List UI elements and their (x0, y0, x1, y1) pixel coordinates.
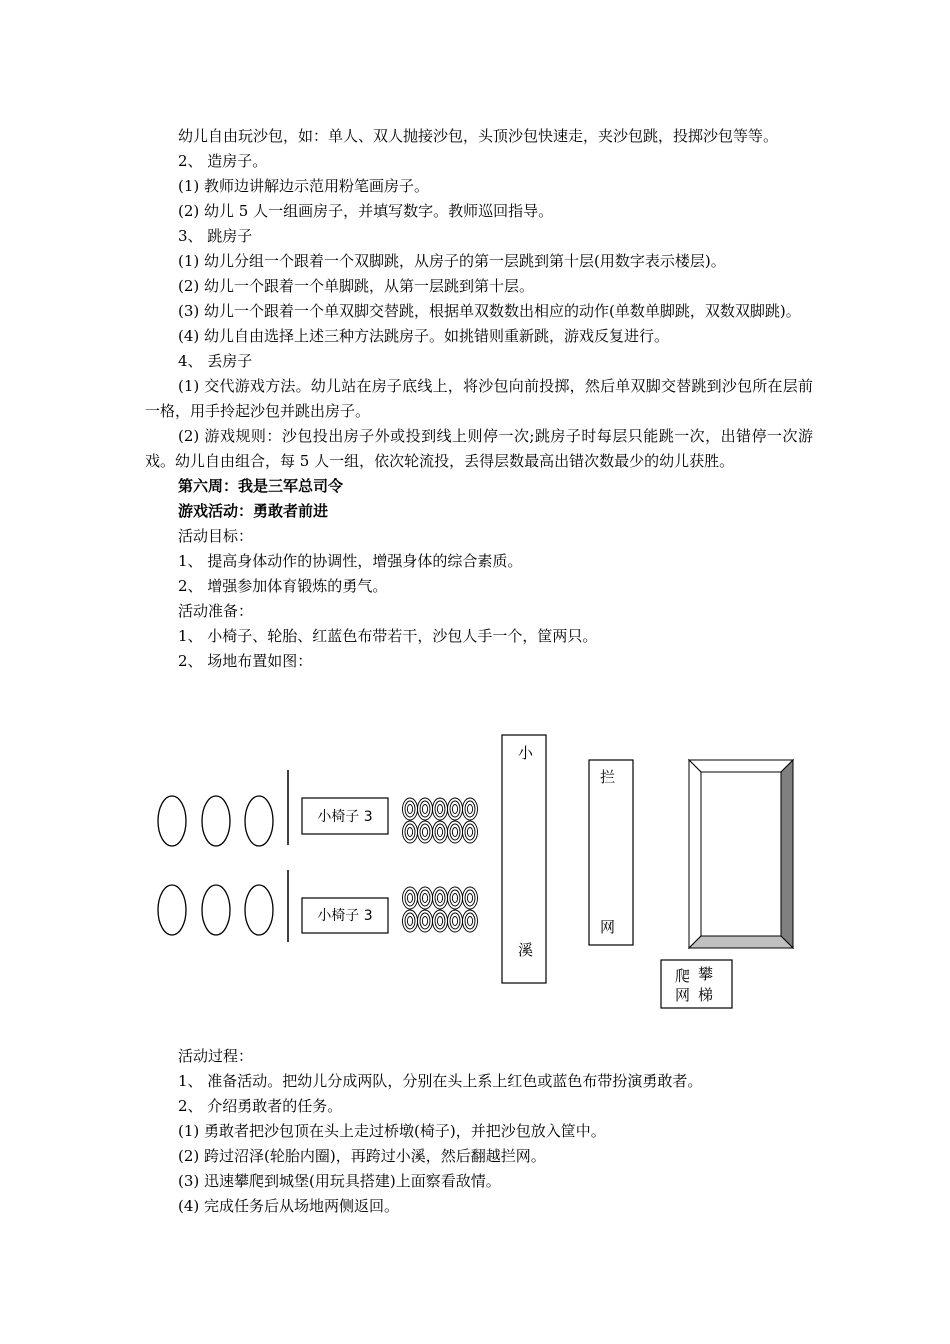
tire (463, 910, 478, 932)
hoop-row-2 (158, 885, 273, 935)
chair-box-2 (302, 898, 388, 933)
tire (418, 798, 433, 820)
tire (418, 887, 433, 909)
paragraph: (2) 幼儿一个跟着一个单脚跳，从第一层跳到第十层。 (178, 277, 535, 295)
paragraph: 2、 造房子。 (178, 152, 268, 170)
paragraph: 幼儿自由玩沙包，如：单人、双人抛接沙包，头顶沙包快速走，夹沙包跳，投掷沙包等等。 (178, 127, 779, 145)
stream-label-top: 小 (518, 744, 534, 762)
tire (433, 887, 448, 909)
tire (403, 887, 418, 909)
paragraph: 活动过程： (178, 1047, 254, 1065)
paragraph: 1、 提高身体动作的协调性，增强身体的综合素质。 (178, 552, 523, 570)
paragraph: (1) 幼儿分组一个跟着一个双脚跳，从房子的第一层跳到第十层(用数字表示楼层)。 (178, 252, 726, 270)
tire (418, 910, 433, 932)
top-text-block (145, 124, 813, 674)
climb-label: 攀 (698, 965, 714, 983)
tire (463, 887, 478, 909)
tire (448, 798, 463, 820)
bottom-text-block (145, 1044, 813, 1219)
tire (463, 821, 478, 843)
section-heading: 游戏活动：勇敢者前进 (178, 502, 329, 520)
tire (448, 887, 463, 909)
paragraph: (4) 完成任务后从场地两侧返回。 (178, 1197, 400, 1215)
tire (403, 798, 418, 820)
paragraph: 活动准备： (178, 602, 254, 620)
paragraph: (3) 幼儿一个跟着一个单双脚交替跳，根据单双数数出相应的动作(单数单脚跳，双数双脚跳)。 (178, 302, 801, 320)
chair-label-2: 小椅子 3 (317, 908, 373, 924)
hoop (202, 796, 230, 846)
paragraph: 4、 丢房子 (178, 352, 253, 370)
tire (418, 821, 433, 843)
tire (403, 910, 418, 932)
paragraph: (2) 跨过沼泽(轮胎内圈)，再跨过小溪，然后翻越拦网。 (178, 1147, 546, 1165)
paragraph: (1) 交代游戏方法。幼儿站在房子底线上，将沙包向前投掷，然后单双脚交替跳到沙包所在层前一格，用手拎起沙包并跳出房子。 (145, 377, 813, 420)
tire-group-2 (403, 887, 478, 932)
paragraph: 3、 跳房子 (178, 227, 253, 245)
paragraph: (1) 勇敢者把沙包顶在头上走过桥墩(椅子)，并把沙包放入筐中。 (178, 1122, 606, 1140)
paragraph: 2、 场地布置如图： (178, 652, 313, 670)
net-label-bottom: 网 (600, 918, 616, 936)
paragraph: 2、 增强参加体育锻炼的勇气。 (178, 577, 388, 595)
tire (463, 798, 478, 820)
paragraph: (1) 教师边讲解边示范用粉笔画房子。 (178, 177, 430, 195)
castle-frame (689, 760, 793, 948)
paragraph: (4) 幼儿自由选择上述三种方法跳房子。如挑错则重新跳，游戏反复进行。 (178, 327, 670, 345)
climb-label-box (661, 960, 732, 1008)
paragraph: 1、 小椅子、轮胎、红蓝色布带若干，沙包人手一个，筐两只。 (178, 627, 598, 645)
hoop (158, 885, 186, 935)
tire (448, 910, 463, 932)
tire (433, 910, 448, 932)
paragraph: 2、 介绍勇敢者的任务。 (178, 1097, 343, 1115)
stream-box (502, 735, 546, 983)
chair-label-1: 小椅子 3 (317, 809, 373, 825)
tire (433, 798, 448, 820)
paragraph: 1、 准备活动。把幼儿分成两队，分别在头上系上红色或蓝色布带扮演勇敢者。 (178, 1072, 703, 1090)
net-label-top: 拦 (600, 768, 616, 786)
hoop (245, 796, 273, 846)
climb-label: 爬 (675, 967, 691, 985)
section-heading: 第六周：我是三军总司令 (178, 477, 344, 495)
tire (433, 821, 448, 843)
tire (403, 821, 418, 843)
tire-group-1 (403, 798, 478, 843)
barrier-net-box (589, 760, 633, 945)
hoop (202, 885, 230, 935)
chair-box-1 (302, 798, 388, 834)
paragraph: (2) 幼儿 5 人一组画房子，并填写数字。教师巡回指导。 (178, 202, 554, 220)
field-layout-diagram (145, 720, 815, 1020)
paragraph: (2) 游戏规则：沙包投出房子外或投到线上则停一次;跳房子时每层只能跳一次，出错停一次游戏。幼儿自由组合，每 5 人一组，依次轮流投，丢得层数最高出错次数最少的幼儿获胜。 (145, 427, 813, 470)
hoop (158, 796, 186, 846)
climb-label: 梯 (698, 986, 714, 1004)
tire (448, 821, 463, 843)
climb-label: 网 (675, 986, 691, 1004)
paragraph: (3) 迅速攀爬到城堡(用玩具搭建)上面察看敌情。 (178, 1172, 501, 1190)
hoop (245, 885, 273, 935)
stream-label-bottom: 溪 (518, 941, 534, 959)
hoop-row-1 (158, 796, 273, 846)
paragraph: 活动目标： (178, 527, 254, 545)
